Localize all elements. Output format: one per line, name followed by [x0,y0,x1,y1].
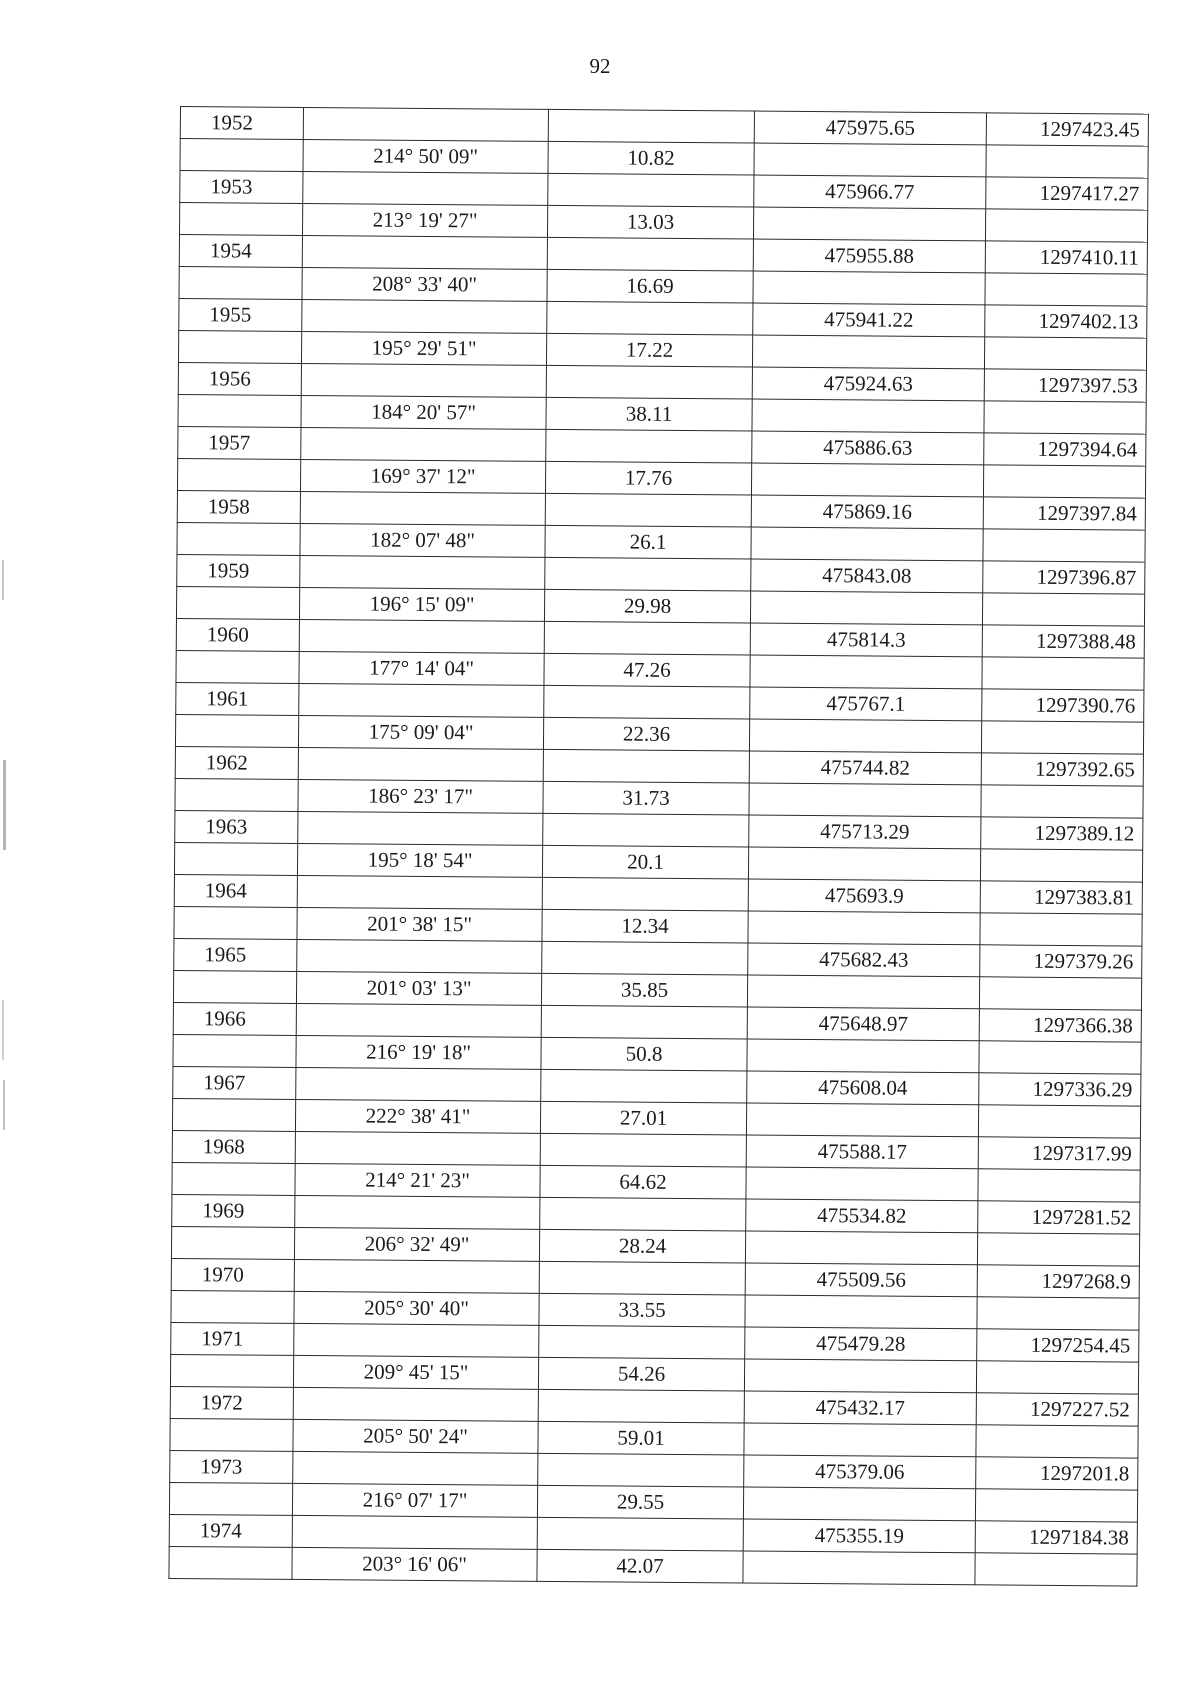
empty-cell [294,1259,539,1293]
empty-cell [296,1067,541,1101]
empty-cell [303,107,548,141]
point-cell: 1968 [172,1130,295,1163]
empty-cell [976,1425,1138,1458]
empty-cell [977,1233,1139,1266]
empty-cell [744,1423,976,1457]
northing-cell: 475941.22 [753,303,985,337]
empty-cell [546,365,752,399]
easting-cell: 1297268.9 [977,1265,1139,1298]
empty-cell [541,1069,747,1103]
empty-cell [750,591,982,625]
point-cell: 1967 [173,1066,296,1099]
easting-cell: 1297410.11 [985,241,1147,274]
northing-cell: 475588.17 [746,1135,978,1169]
easting-cell: 1297390.76 [982,689,1144,722]
point-cell: 1966 [173,1002,296,1035]
point-cell: 1962 [175,746,298,779]
empty-cell [980,913,1142,946]
bearing-cell: 208° 33' 40" [302,267,547,301]
empty-cell [743,1487,975,1521]
empty-cell [979,977,1141,1010]
empty-cell [169,1546,292,1579]
empty-cell [751,527,983,561]
northing-cell: 475355.19 [743,1519,975,1553]
empty-cell [542,941,748,975]
empty-cell [752,335,984,369]
distance-cell: 29.98 [544,589,750,623]
northing-cell: 475744.82 [749,751,981,785]
point-cell: 1952 [180,107,303,140]
point-cell: 1953 [180,171,303,204]
distance-cell: 54.26 [538,1357,744,1391]
easting-cell: 1297227.52 [976,1393,1138,1426]
easting-cell: 1297317.99 [978,1137,1140,1170]
empty-cell [298,747,543,781]
empty-cell [299,683,544,717]
empty-cell [983,529,1145,562]
empty-cell [543,813,749,847]
northing-cell: 475608.04 [747,1071,979,1105]
empty-cell [985,273,1147,306]
bearing-cell: 216° 19' 18" [296,1035,541,1069]
empty-cell [543,749,749,783]
empty-cell [301,363,546,397]
empty-cell [173,1034,296,1067]
easting-cell: 1297383.81 [980,881,1142,914]
bearing-cell: 177° 14' 04" [299,651,544,685]
bearing-cell: 213° 19' 27" [302,203,547,237]
empty-cell [748,911,980,945]
easting-cell: 1297423.45 [986,113,1148,146]
bearing-cell: 209° 45' 15" [293,1355,538,1389]
distance-cell: 38.11 [546,397,752,431]
empty-cell [172,1098,295,1131]
empty-cell [300,491,545,525]
empty-cell [983,465,1145,498]
bearing-cell: 195° 29' 51" [301,331,546,365]
empty-cell [745,1231,977,1265]
distance-cell: 17.76 [545,461,751,495]
empty-cell [979,1041,1141,1074]
northing-cell: 475682.43 [748,943,980,977]
empty-cell [302,299,547,333]
easting-cell: 1297397.84 [983,497,1145,530]
bearing-cell: 195° 18' 54" [297,843,542,877]
empty-cell [749,783,981,817]
point-cell: 1954 [179,234,302,267]
empty-cell [303,171,548,205]
empty-cell [171,1226,294,1259]
point-cell: 1957 [178,426,301,459]
empty-cell [745,1295,977,1329]
empty-cell [299,619,544,653]
empty-cell [748,847,980,881]
distance-cell: 59.01 [538,1421,744,1455]
easting-cell: 1297389.12 [981,817,1143,850]
empty-cell [539,1325,745,1359]
distance-cell: 13.03 [547,205,753,239]
easting-cell: 1297397.53 [984,369,1146,402]
easting-cell: 1297336.29 [979,1073,1141,1106]
distance-cell: 22.36 [543,717,749,751]
empty-cell [754,143,986,177]
point-cell: 1958 [177,490,300,523]
empty-cell [296,1003,541,1037]
empty-cell [541,1005,747,1039]
empty-cell [751,463,983,497]
northing-cell: 475693.9 [748,879,980,913]
empty-cell [981,721,1143,754]
easting-cell: 1297254.45 [977,1329,1139,1362]
empty-cell [744,1359,976,1393]
empty-cell [301,427,546,461]
distance-cell: 33.55 [539,1293,745,1327]
empty-cell [179,203,302,236]
empty-cell [747,975,979,1009]
empty-cell [984,401,1146,434]
northing-cell: 475379.06 [744,1455,976,1489]
distance-cell: 28.24 [539,1229,745,1263]
empty-cell [174,906,297,939]
empty-cell [977,1297,1139,1330]
empty-cell [976,1361,1138,1394]
empty-cell [302,235,547,269]
northing-cell: 475509.56 [745,1263,977,1297]
empty-cell [295,1195,540,1229]
northing-cell: 475843.08 [751,559,983,593]
northing-cell: 475767.1 [750,687,982,721]
bearing-cell: 201° 03' 13" [296,971,541,1005]
bearing-cell: 214° 21' 23" [295,1163,540,1197]
bearing-cell: 203° 16' 06" [292,1547,537,1581]
leg-row [169,1546,1137,1586]
empty-cell [178,394,301,427]
bearing-cell: 184° 20' 57" [301,395,546,429]
empty-cell [176,586,299,619]
bearing-cell: 214° 50' 09" [303,139,548,173]
point-cell: 1961 [176,682,299,715]
empty-cell [752,399,984,433]
bearing-cell: 222° 38' 41" [295,1099,540,1133]
easting-cell: 1297396.87 [983,561,1145,594]
point-cell: 1969 [172,1194,295,1227]
empty-cell [545,493,751,527]
empty-cell [177,458,300,491]
empty-cell [540,1133,746,1167]
point-cell: 1960 [176,618,299,651]
empty-cell [175,778,298,811]
bearing-cell: 175° 09' 04" [298,715,543,749]
easting-cell: 1297388.48 [982,625,1144,658]
empty-cell [177,522,300,555]
bearing-cell: 206° 32' 49" [294,1227,539,1261]
distance-cell: 16.69 [547,269,753,303]
empty-cell [542,877,748,911]
empty-cell [753,271,985,305]
northing-cell: 475924.63 [752,367,984,401]
northing-cell: 475534.82 [746,1199,978,1233]
bearing-cell: 169° 37' 12" [300,459,545,493]
empty-cell [171,1290,294,1323]
empty-cell [547,237,753,271]
easting-cell: 1297392.65 [981,753,1143,786]
northing-cell: 475648.97 [747,1007,979,1041]
easting-cell: 1297201.8 [976,1457,1138,1490]
table-body [169,107,1149,1587]
survey-coordinates-table [168,106,1149,1587]
empty-cell [537,1517,743,1551]
empty-cell [179,266,302,299]
empty-cell [978,1105,1140,1138]
empty-cell [746,1167,978,1201]
empty-cell [169,1482,292,1515]
empty-cell [743,1551,975,1585]
empty-cell [746,1103,978,1137]
distance-cell: 35.85 [541,973,747,1007]
easting-cell: 1297184.38 [975,1521,1137,1554]
distance-cell: 20.1 [542,845,748,879]
empty-cell [292,1515,537,1549]
point-cell: 1971 [171,1322,294,1355]
distance-cell: 17.22 [546,333,752,367]
northing-cell: 475955.88 [753,239,985,273]
easting-cell: 1297394.64 [984,433,1146,466]
empty-cell [180,139,303,172]
bearing-cell: 201° 38' 15" [297,907,542,941]
empty-cell [538,1389,744,1423]
empty-cell [538,1453,744,1487]
page-number: 92 [589,54,611,78]
scan-edge-artifact [0,0,14,1697]
easting-cell: 1297281.52 [978,1201,1140,1234]
point-cell: 1973 [170,1450,293,1483]
northing-cell: 475814.3 [750,623,982,657]
northing-cell: 475966.77 [754,175,986,209]
empty-cell [548,173,754,207]
bearing-cell: 216° 07' 17" [292,1483,537,1517]
empty-cell [170,1418,293,1451]
empty-cell [176,650,299,683]
bearing-cell: 186° 23' 17" [298,779,543,813]
distance-cell: 47.26 [544,653,750,687]
empty-cell [540,1197,746,1231]
empty-cell [297,875,542,909]
empty-cell [170,1354,293,1387]
distance-cell: 12.34 [542,909,748,943]
empty-cell [174,842,297,875]
empty-cell [178,330,301,363]
bearing-cell: 196° 15' 09" [299,587,544,621]
empty-cell [544,685,750,719]
empty-cell [750,655,982,689]
easting-cell: 1297417.27 [986,177,1148,210]
empty-cell [539,1261,745,1295]
northing-cell: 475975.65 [754,111,986,145]
point-cell: 1974 [169,1514,292,1547]
point-cell: 1970 [171,1258,294,1291]
empty-cell [544,621,750,655]
distance-cell: 26.1 [545,525,751,559]
point-cell: 1965 [174,938,297,971]
point-cell: 1956 [178,362,301,395]
distance-cell: 50.8 [541,1037,747,1071]
bearing-cell: 182° 07' 48" [300,523,545,557]
distance-cell: 29.55 [537,1485,743,1519]
point-cell: 1955 [179,298,302,331]
empty-cell [975,1553,1137,1586]
easting-cell: 1297366.38 [979,1009,1141,1042]
distance-cell: 42.07 [537,1549,743,1583]
distance-cell: 31.73 [543,781,749,815]
northing-cell: 475869.16 [751,495,983,529]
point-cell: 1963 [175,810,298,843]
empty-cell [295,1131,540,1165]
northing-cell: 475479.28 [745,1327,977,1361]
empty-cell [545,557,751,591]
distance-cell: 64.62 [540,1165,746,1199]
bearing-cell: 205° 50' 24" [293,1419,538,1453]
northing-cell: 475886.63 [752,431,984,465]
empty-cell [982,657,1144,690]
easting-cell: 1297379.26 [980,945,1142,978]
empty-cell [981,785,1143,818]
distance-cell: 10.82 [548,141,754,175]
empty-cell [293,1451,538,1485]
empty-cell [978,1169,1140,1202]
point-cell: 1964 [174,874,297,907]
point-cell: 1972 [170,1386,293,1419]
empty-cell [294,1323,539,1357]
empty-cell [172,1162,295,1195]
empty-cell [293,1387,538,1421]
empty-cell [546,429,752,463]
bearing-cell: 205° 30' 40" [294,1291,539,1325]
empty-cell [175,714,298,747]
empty-cell [985,209,1147,242]
point-cell: 1959 [177,554,300,587]
empty-cell [300,555,545,589]
northing-cell: 475713.29 [749,815,981,849]
empty-cell [173,970,296,1003]
empty-cell [975,1489,1137,1522]
empty-cell [547,301,753,335]
empty-cell [753,207,985,241]
empty-cell [548,109,754,143]
empty-cell [297,939,542,973]
empty-cell [980,849,1142,882]
empty-cell [747,1039,979,1073]
distance-cell: 27.01 [540,1101,746,1135]
empty-cell [982,593,1144,626]
northing-cell: 475432.17 [744,1391,976,1425]
empty-cell [298,811,543,845]
empty-cell [749,719,981,753]
empty-cell [986,145,1148,178]
easting-cell: 1297402.13 [985,305,1147,338]
empty-cell [984,337,1146,370]
